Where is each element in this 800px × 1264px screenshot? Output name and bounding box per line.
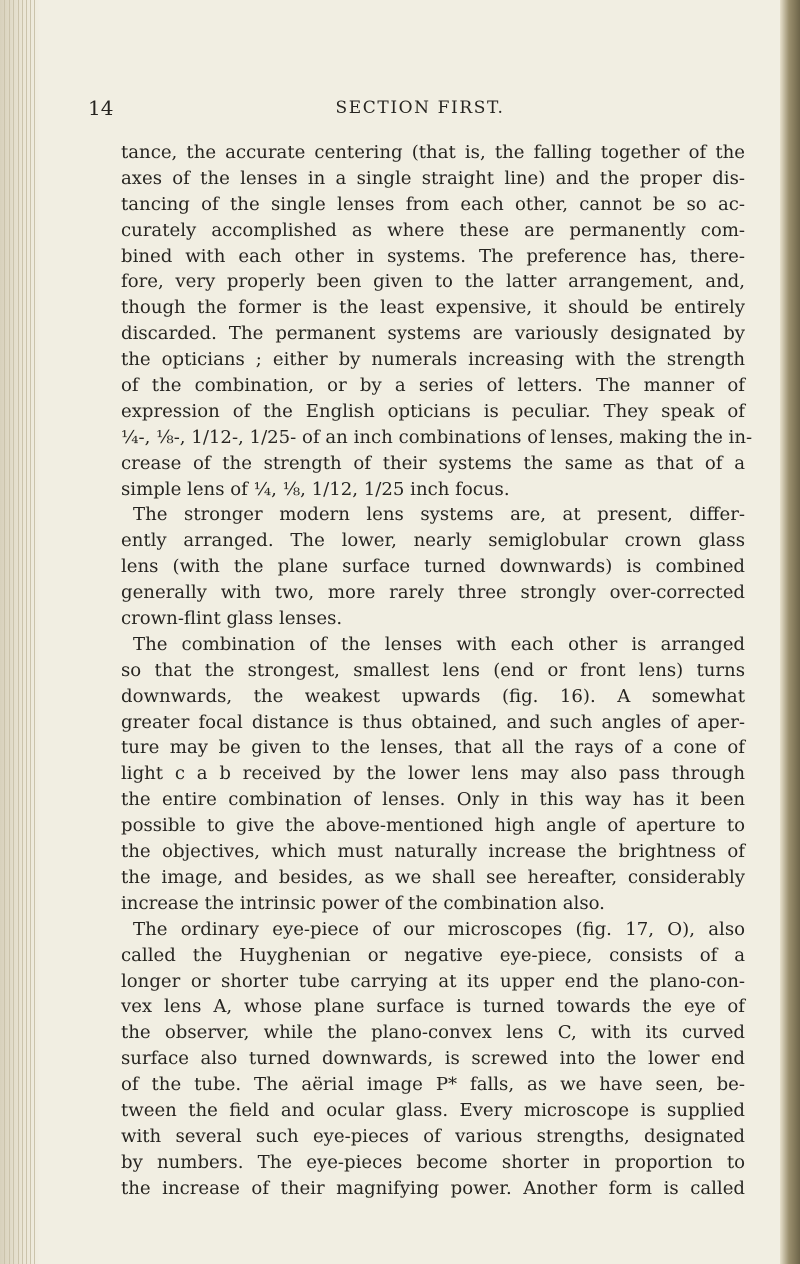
- text-line: tance, the accurate centering (that is, the falling together of the: [121, 142, 745, 163]
- section-title: SECTION FIRST.: [335, 98, 505, 118]
- text-line: with several such eye-pieces of various strengths, designated: [121, 1125, 745, 1147]
- text-line: The ordinary eye-piece of our microscopes (fig. 17, O), also: [133, 918, 745, 940]
- text-line: the opticians ; either by numerals increasing with the strength: [121, 349, 745, 371]
- page-number: 14: [88, 96, 114, 120]
- text-line: curately accomplished as where these are permanently com-: [121, 219, 745, 241]
- text-line: vex lens A, whose plane surface is turned towards the eye of: [121, 996, 745, 1018]
- text-line: crease of the strength of their systems the same as that of a: [121, 452, 745, 474]
- text-line: ture may be given to the lenses, that all the rays of a cone of: [121, 737, 745, 759]
- text-line: simple lens of ¼, ⅛, 1/12, 1/25 inch focus.: [121, 478, 510, 500]
- text-line: expression of the English opticians is peculiar. They speak of: [121, 400, 745, 422]
- text-line: axes of the lenses in a single straight line) and the proper dis-: [121, 167, 745, 189]
- text-line: the increase of their magnifying power. Another form is called: [121, 1177, 745, 1199]
- text-line: generally with two, more rarely three strongly over-corrected: [121, 582, 745, 604]
- text-line: The stronger modern lens systems are, at present, differ-: [133, 504, 745, 526]
- text-line: surface also turned downwards, is screwed into the lower end: [121, 1048, 745, 1070]
- text-line: ently arranged. The lower, nearly semiglobular crown glass: [121, 530, 745, 552]
- text-line: bined with each other in systems. The preference has, there-: [121, 245, 745, 267]
- text-line: the image, and besides, as we shall see hereafter, considerably: [121, 866, 745, 888]
- text-line: of the tube. The aërial image P* falls, as we have seen, be-: [121, 1074, 745, 1096]
- text-line: lens (with the plane surface turned downwards) is combined: [121, 556, 745, 578]
- text-line: of the combination, or by a series of letters. The manner of: [121, 375, 745, 397]
- text-line: ¼-, ⅛-, 1/12-, 1/25- of an inch combinations of lenses, making the in-: [121, 426, 753, 448]
- text-line: called the Huyghenian or negative eye-piece, consists of a: [121, 944, 745, 966]
- text-line: light c a b received by the lower lens may also pass through: [121, 763, 745, 785]
- body-text: [121, 140, 753, 1202]
- text-line: possible to give the above-mentioned high angle of aperture to: [121, 815, 745, 837]
- page-edge-shadow: [780, 0, 800, 1264]
- text-line: the entire combination of lenses. Only in this way has it been: [121, 789, 745, 811]
- text-line: The combination of the lenses with each other is arranged: [133, 633, 745, 655]
- text-line: so that the strongest, smallest lens (end or front lens) turns: [121, 659, 745, 681]
- text-line: increase the intrinsic power of the combination also.: [121, 892, 605, 914]
- page-gutter: [0, 0, 40, 1264]
- text-line: though the former is the least expensive, it should be entirely: [121, 297, 745, 319]
- text-line: downwards, the weakest upwards (fig. 16). A somewhat: [121, 685, 745, 707]
- text-line: longer or shorter tube carrying at its upper end the plano-con-: [121, 970, 745, 992]
- running-header: [88, 88, 752, 122]
- text-line: greater focal distance is thus obtained, and such angles of aper-: [121, 711, 745, 733]
- text-line: crown-flint glass lenses.: [121, 608, 343, 630]
- text-line: tancing of the single lenses from each other, cannot be so ac-: [121, 193, 745, 215]
- text-line: the objectives, which must naturally increase the brightness of: [121, 841, 745, 863]
- text-line: by numbers. The eye-pieces become shorter in proportion to: [121, 1151, 745, 1173]
- text-line: fore, very properly been given to the latter arrangement, and,: [121, 271, 745, 293]
- text-line: the observer, while the plano-convex lens C, with its curved: [121, 1022, 745, 1044]
- text-line: discarded. The permanent systems are variously designated by: [121, 323, 745, 345]
- text-line: tween the field and ocular glass. Every microscope is supplied: [121, 1099, 745, 1121]
